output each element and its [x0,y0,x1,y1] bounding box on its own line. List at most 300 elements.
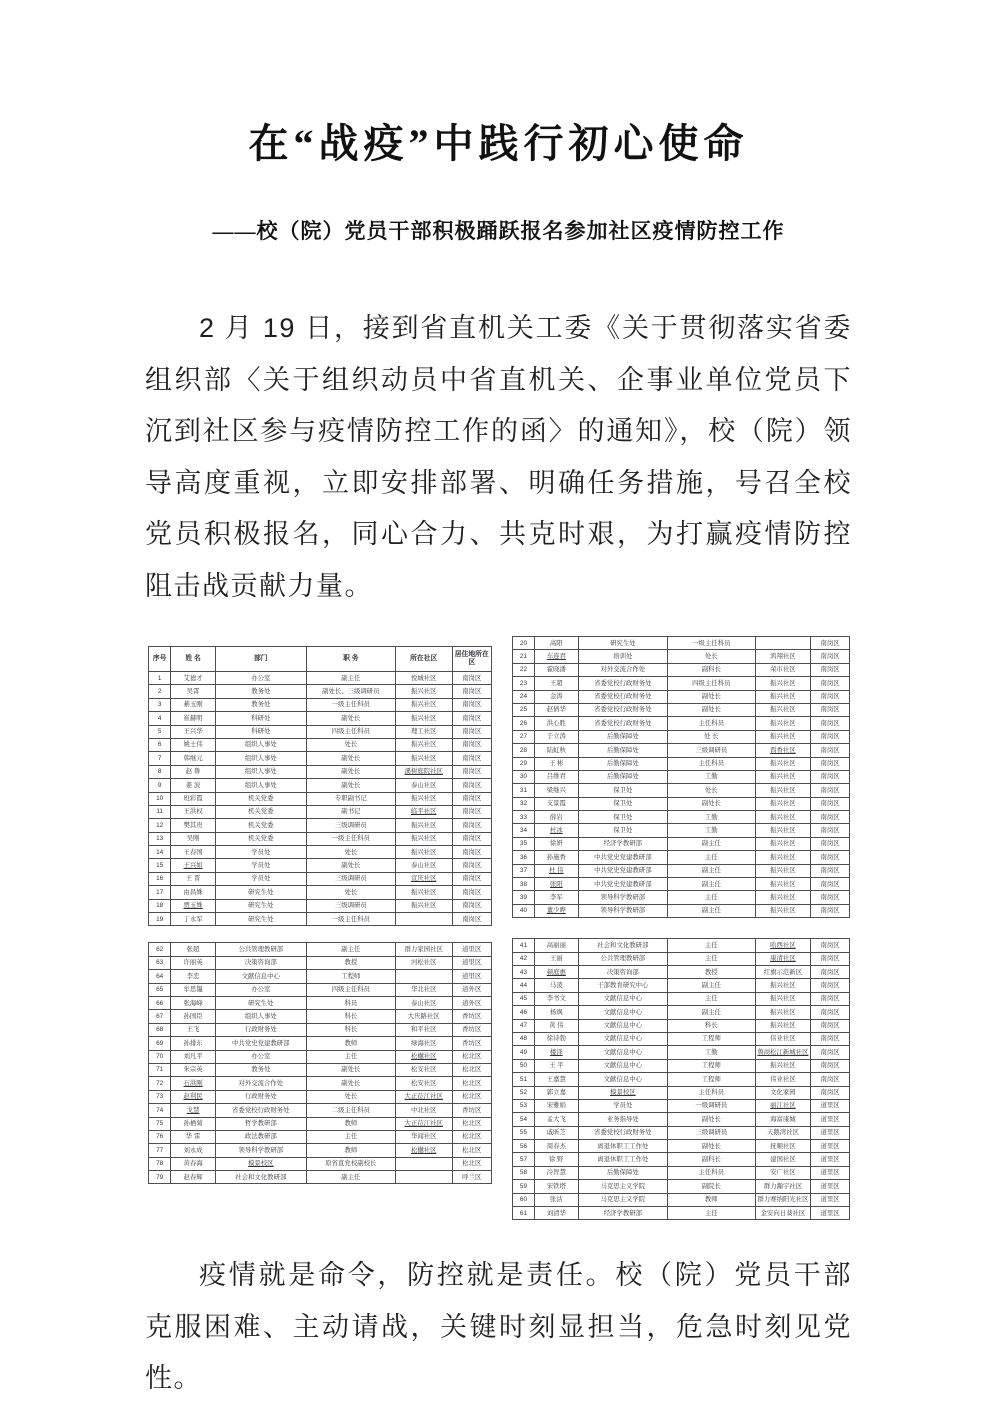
table-row [513,1059,850,1072]
table-cell: 23 [513,677,535,690]
table-row [513,1046,850,1059]
table-row [513,744,850,757]
table-cell: 科研处 [215,725,306,738]
table-cell: 许丽英 [171,956,216,969]
table-row [513,1153,850,1166]
table-row [513,1006,850,1019]
table-cell: 副处长 [306,765,395,778]
table-cell: 三级调研员 [668,744,756,757]
table-cell: 后勤保障处 [578,1166,667,1179]
table-cell: 7 [149,752,171,765]
table-cell: 南岗区 [452,779,491,792]
table-cell: 21 [513,650,535,663]
table-cell: 副主任 [306,672,395,685]
table-cell: 顿庭惠 [534,965,578,978]
table-cell: 振兴社区 [755,904,811,917]
table-cell: 决策咨询部 [215,956,306,969]
table-cell: 赵倩华 [534,703,578,716]
table-cell: 社会和文化教研部 [578,939,667,952]
table-cell: 松安社区 [395,1063,452,1076]
table-header-cell: 职 务 [306,647,395,672]
table-cell: 振兴社区 [395,832,452,845]
table-cell [395,913,452,926]
table-cell: 姜 波 [171,779,216,792]
table-row [513,878,850,891]
table-cell: 45 [513,992,535,1005]
table-cell: 34 [513,824,535,837]
table-cell: 组织人事处 [215,738,306,751]
table-cell: 16 [149,872,171,885]
table-row [149,956,492,969]
table-cell: 王超 [534,677,578,690]
table-cell: 保卫处 [578,811,667,824]
table-cell: 副主任 [668,864,756,877]
table-cell: 振兴社区 [755,730,811,743]
table-row [149,1023,492,1036]
roster-table-rows-62-79 [148,942,492,1184]
table-cell: 离退休职工工作处 [578,1153,667,1166]
table-cell: 组织人事处 [215,779,306,792]
table-cell: 张沽 [534,1193,578,1206]
table-cell: 王 晋 [171,872,216,885]
table-cell: 大正莅江社区 [395,1090,452,1103]
table-cell: 姚士伟 [171,738,216,751]
table-cell: 香坊区 [452,1104,491,1117]
table-cell: 金安向日葵社区 [755,1207,811,1220]
table-cell: 处长 [668,650,756,663]
table-cell: 39 [513,891,535,904]
table-cell: 后勤保障处 [578,770,667,783]
table-row [149,970,492,983]
table-cell: 赵 鲁 [171,765,216,778]
table-cell: 南岗区 [452,899,491,912]
table-cell: 王春国 [171,846,216,859]
table-cell: 中北社区 [395,1104,452,1117]
table-cell: 振兴社区 [755,837,811,850]
table-cell: 松北区 [452,1144,491,1157]
table-cell: 35 [513,837,535,850]
table-cell: 教务处 [215,698,306,711]
table-cell: 华 雷 [171,1130,216,1143]
table-row [149,1010,492,1023]
table-cell: 文献信息中心 [578,1046,667,1059]
table-cell: 荣市社区 [755,663,811,676]
table-cell: 支景霞 [534,797,578,810]
table-cell: 松樾社区 [395,1144,452,1157]
table-cell: 处长 [306,1090,395,1103]
table-cell: 海富康城 [755,1113,811,1126]
table-header-cell: 姓 名 [171,647,216,672]
table-cell: 副主任 [668,878,756,891]
table-cell: 处长 [306,846,395,859]
table-cell: 29 [513,757,535,770]
table-cell: 24 [513,690,535,703]
table-cell: 1 [149,672,171,685]
table-row [513,824,850,837]
table-cell: 群力赛纳阳光社区 [755,1193,811,1206]
table-cell [755,637,811,650]
table-cell: 宣庆社区 [395,872,452,885]
table-cell: 行政财务处 [215,1023,306,1036]
table-cell: 科长 [306,1023,395,1036]
table-cell: 省委党校行政财务处 [215,1104,306,1117]
table-cell: 道里区 [811,1166,850,1179]
table-cell: 57 [513,1153,535,1166]
table-cell: 69 [149,1037,171,1050]
table-cell: 马克思主义学院 [578,1180,667,1193]
table-cell: 南岗区 [811,1046,850,1059]
table-cell: 三级调研员 [306,819,395,832]
table-cell: 三级调研员 [306,899,395,912]
table-cell: 振兴社区 [755,824,811,837]
table-row [513,797,850,810]
table-cell: 南岗区 [811,717,850,730]
table-cell: 王嘉慧 [534,1073,578,1086]
table-cell: 70 [149,1050,171,1063]
table-cell: 组织人事处 [215,1010,306,1023]
table-cell: 韩继元 [171,752,216,765]
table-cell: 副处长 [668,797,756,810]
table-cell: 大庆路社区 [395,1010,452,1023]
table-cell: 文献信息中心 [578,1006,667,1019]
table-cell: 教师 [306,1117,395,1130]
table-row [513,1086,850,1099]
table-cell: 由昌姝 [171,886,216,899]
table-cell: 振兴社区 [755,864,811,877]
table-cell: 文化家园 [755,1086,811,1099]
table-cell: 49 [513,1046,535,1059]
table-cell: 南岗区 [811,811,850,824]
table-cell: 鲁商松江新城社区 [755,1046,811,1059]
table-cell: 王洪权 [171,805,216,818]
table-cell: 教授 [668,965,756,978]
table-cell: 振兴社区 [755,811,811,824]
table-cell: 王兴如 [171,859,216,872]
table-cell: 处长 [668,784,756,797]
table-cell: 工勤 [668,1046,756,1059]
table-cell: 香坊区 [452,1010,491,1023]
roster-column-left [148,646,492,1184]
table-row [149,1157,492,1170]
table-row [149,913,492,926]
table-row [513,811,850,824]
table-cell: 南岗区 [811,979,850,992]
table-cell: 李军 [534,891,578,904]
table-cell: 经济学教研部 [578,1207,667,1220]
table-cell: 刘永成 [171,1144,216,1157]
table-row [513,1073,850,1086]
table-cell: 道外区 [452,996,491,1009]
table-cell: 赵利民 [171,1090,216,1103]
table-cell: 南岗区 [811,1073,850,1086]
table-cell: 高丽丽 [534,939,578,952]
table-cell: 科长 [306,1010,395,1023]
table-row [513,952,850,965]
table-cell: 振兴社区 [395,685,452,698]
table-cell: 一级调研员 [668,1099,756,1112]
table-cell: 宋雅娟 [534,1099,578,1112]
table-cell: 石洪刚 [171,1077,216,1090]
table-cell: 36 [513,851,535,864]
table-cell: 工程师 [668,1059,756,1072]
table-row [149,872,492,885]
table-cell: 南岗区 [452,886,491,899]
table-row [513,770,850,783]
table-cell [395,1171,452,1184]
table-cell: 康清社区 [755,952,811,965]
table-row [513,992,850,1005]
table-cell: 主任 [668,891,756,904]
table-cell: 处长 [306,886,395,899]
table-cell: 临平社区 [395,805,452,818]
table-cell: 副处长、三级调研员 [306,685,395,698]
table-cell: 研究生处 [215,899,306,912]
table-cell: 68 [149,1023,171,1036]
table-cell: 工程师 [668,1032,756,1045]
table-cell: 徐诗勃 [534,1032,578,1045]
table-cell: 泰山社区 [395,996,452,1009]
table-cell: 南岗区 [452,672,491,685]
table-cell: 一级主任科员 [306,913,395,926]
table-cell: 南岗区 [811,784,850,797]
table-cell: 孙国臣 [171,1010,216,1023]
table-cell: 副书记 [306,805,395,818]
table-cell: 教授 [306,956,395,969]
table-row [513,979,850,992]
table-cell: 38 [513,878,535,891]
table-cell: 南岗区 [452,805,491,818]
table-cell: 南岗区 [452,752,491,765]
table-cell: 主任 [306,1130,395,1143]
table-cell: 松北区 [452,1117,491,1130]
table-cell: 机关党委 [215,832,306,845]
table-cell: 副处长 [306,779,395,792]
table-cell: 55 [513,1126,535,1139]
table-header-cell: 部门 [215,647,306,672]
table-cell: 公共管理教研部 [215,943,306,956]
table-cell: 主任 [668,939,756,952]
table-cell: 吴霄 [171,685,216,698]
table-cell: 南岗区 [811,757,850,770]
table-cell: 模景校区 [578,1086,667,1099]
table-cell: 溪树庭院社区 [395,765,452,778]
table-cell: 保卫处 [578,824,667,837]
table-cell: 南岗区 [452,698,491,711]
table-row [513,1180,850,1193]
table-cell: 54 [513,1113,535,1126]
table-cell: 南岗区 [452,846,491,859]
table-cell: 孙栖菊 [171,1117,216,1130]
table-row [513,1140,850,1153]
table-cell: 教务处 [215,685,306,698]
table-cell: 呼兰区 [452,1171,491,1184]
table-cell: 振兴社区 [755,770,811,783]
table-cell: 南岗区 [811,797,850,810]
table-row [149,685,492,698]
table-cell: 伟业社区 [755,1032,811,1045]
table-cell: 松北区 [452,1157,491,1170]
table-cell: 工勤 [668,811,756,824]
table-cell: 43 [513,965,535,978]
table-cell: 道里区 [811,1113,850,1126]
table-row [513,650,850,663]
table-cell: 副处长 [306,712,395,725]
table-cell: 南岗区 [452,792,491,805]
table-cell: 霍晓潘 [534,663,578,676]
table-cell: 文献信息中心 [578,1019,667,1032]
table-cell: 一级主任科员 [306,698,395,711]
table-row [149,1104,492,1117]
table-cell: 马凌 [534,979,578,992]
table-cell: 副院长 [668,1180,756,1193]
table-cell: 于立涛 [534,730,578,743]
table-cell: 办公室 [215,983,306,996]
table-cell: 刘清华 [534,1207,578,1220]
table-row [149,859,492,872]
table-cell: 陆虹秋 [534,744,578,757]
table-cell: 振兴社区 [755,717,811,730]
table-row [513,1193,850,1206]
table-cell: 工程师 [306,970,395,983]
table-row [149,765,492,778]
table-cell: 振兴社区 [755,690,811,703]
table-cell: 办公室 [215,672,306,685]
table-cell: 振兴社区 [395,698,452,711]
table-cell: 悦城社区 [395,672,452,685]
table-cell: 杜 伟 [534,864,578,877]
table-cell: 75 [149,1117,171,1130]
page-subtitle: ——校（院）党员干部积极踊跃报名参加社区疫情防控工作 [212,219,785,243]
table-row [513,1032,850,1045]
table-cell: 副主任 [306,1171,395,1184]
table-cell: 61 [513,1207,535,1220]
table-row [149,819,492,832]
table-cell: 8 [149,765,171,778]
table-cell: 副主任 [306,943,395,956]
table-row [513,851,850,864]
table-cell: 南岗区 [811,1006,850,1019]
table-cell: 酉香社区 [755,744,811,757]
table-row [513,784,850,797]
table-cell: 绿海社区 [395,1037,452,1050]
table-cell: 主任科员 [668,717,756,730]
table-cell: 学员处 [215,859,306,872]
roster-table-rows-1-19 [148,646,492,926]
table-cell: 王飞 [171,1023,216,1036]
table-cell: 46 [513,1006,535,1019]
table-cell: 47 [513,1019,535,1032]
table-row [149,983,492,996]
table-cell: 原省直党校副校长 [306,1157,395,1170]
table-cell: 中共党史党建教研部 [578,864,667,877]
table-cell: 董少晔 [534,904,578,917]
table-cell: 工程师 [668,1073,756,1086]
table-cell: 机关党委 [215,805,306,818]
table-cell: 主任 [668,1207,756,1220]
table-cell: 冷智慧 [534,1166,578,1179]
table-cell: 松安社区 [395,1077,452,1090]
table-cell: 李恋 [171,970,216,983]
table-cell: 67 [149,1010,171,1023]
table-cell: 南岗区 [452,725,491,738]
table-row [513,1126,850,1139]
table-cell: 振兴社区 [755,878,811,891]
table-cell: 宋铁塔 [534,1180,578,1193]
table-cell: 对外交流合作处 [215,1077,306,1090]
table-cell: 副处长 [306,752,395,765]
table-row [513,1207,850,1220]
table-cell: 50 [513,1059,535,1072]
table-cell: 教师 [306,1144,395,1157]
table-cell: 9 [149,779,171,792]
table-cell: 行政财务处 [215,1090,306,1103]
table-cell: 南岗区 [452,832,491,845]
table-row [513,690,850,703]
table-row [149,712,492,725]
table-cell: 杜冰 [534,824,578,837]
table-row [513,663,850,676]
table-cell: 周春杰 [534,1140,578,1153]
table-cell: 中共党史党建教研部 [578,878,667,891]
table-cell: 南岗区 [811,637,850,650]
table-cell: 副处长 [306,859,395,872]
table-cell: 科员 [306,996,395,1009]
table-cell: 南岗区 [811,878,850,891]
table-row [149,886,492,899]
table-cell: 红旗示范新区 [755,965,811,978]
table-cell: 78 [149,1157,171,1170]
table-cell: 香坊区 [452,1037,491,1050]
table-cell: 53 [513,1099,535,1112]
table-cell: 南岗区 [811,650,850,663]
table-cell: 松北区 [452,1130,491,1143]
table-cell: 南岗区 [811,904,850,917]
table-cell: 领导科学教研部 [215,1144,306,1157]
table-cell: 研究生处 [578,637,667,650]
table-row [149,1090,492,1103]
table-cell: 10 [149,792,171,805]
table-cell: 振兴社区 [755,784,811,797]
table-cell: 南岗区 [811,824,850,837]
table-cell: 副处长 [668,1140,756,1153]
table-cell: 44 [513,979,535,992]
table-cell: 副主任 [668,837,756,850]
table-cell: 群力家园社区 [395,943,452,956]
table-cell: 南岗区 [811,1019,850,1032]
table-cell: 经济学教研部 [578,837,667,850]
table-cell: 群力瀚宇社区 [755,1180,811,1193]
table-cell: 研究生处 [215,886,306,899]
table-cell: 组织人事处 [215,765,306,778]
table-cell: 薛岩 [534,811,578,824]
paragraph-intro: 2 月 19 日，接到省直机关工委《关于贯彻落实省委组织部〈关于组织动员中省直机关、企事业单位党员下沉到社区参与疫情防控工作的函〉的通知》，校（院）领导高度重视，立即安排部署、明确任务措施，号召全校党员积极报名，同心合力、共克时艰，为打赢疫情防控阻击战贡献力量。 [145,313,852,601]
table-cell: 班彩霞 [171,792,216,805]
table-cell: 副主任 [668,979,756,992]
table-cell: 振兴社区 [755,891,811,904]
table-cell: 道里区 [811,1140,850,1153]
table-cell: 主任 [668,992,756,1005]
table-cell: 政法教研部 [215,1130,306,1143]
table-cell: 南岗区 [811,1032,850,1045]
table-cell: 学员处 [215,872,306,885]
table-cell: 64 [149,970,171,983]
table-cell: 教务处 [215,1063,306,1076]
table-cell: 63 [149,956,171,969]
table-cell: 孙施香 [534,851,578,864]
table-row [149,779,492,792]
table-cell: 省委党校行政财务处 [578,690,667,703]
table-row [513,939,850,952]
